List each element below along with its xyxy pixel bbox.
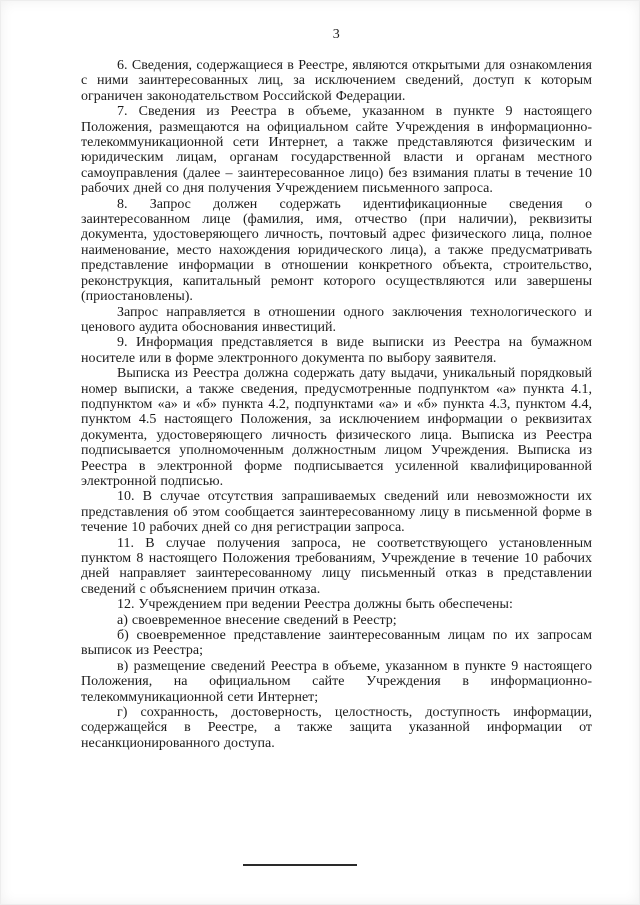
paragraph-12-item-v: в) размещение сведений Реестра в объеме, указанном в пункте 9 настоящего Положения, на официальном сайте Учреждения в информационно-телекоммуникационной сети Интернет; — [81, 658, 592, 705]
signature-line — [243, 864, 357, 866]
page-number: 3 — [332, 27, 341, 42]
paragraph-8-note: Запрос направляется в отношении одного заключения технологического и ценового аудита обоснования инвестиций. — [81, 304, 592, 335]
paragraph-9-extract: Выписка из Реестра должна содержать дату выдачи, уникальный порядковый номер выписки, а также сведения, предусмотренные подпунктом «а» пункта 4.1, подпунктом «а» и «б» пункта 4.2, подпунктами «а» и «б» пункта 4.3, пунктом 4.4, пунктом 4.5 настоящего Положения, за исключением информации о реквизитах документа, удостоверяющего личность физического лица. Выписка из Реестра подписывается уполномоченным должностным лицом Учреждения. Выписка из Реестра в электронной форме подписывается усиленной квалифицированной электронной подписью. — [81, 366, 592, 489]
paragraph-7: 7. Сведения из Реестра в объеме, указанном в пункте 9 настоящего Положения, размещаются на официальном сайте Учреждения в информационно-телекоммуникационной сети Интернет, а также представляются физическим и юридическим лицам, органам государственной власти и органам местного самоуправления (далее – заинтересованное лицо) без взимания платы в течение 10 рабочих дней со дня получения Учреждением письменного запроса. — [81, 104, 592, 197]
paragraph-12: 12. Учреждением при ведении Реестра должны быть обеспечены: — [117, 597, 513, 613]
paragraph-10: 10. В случае отсутствия запрашиваемых сведений или невозможности их представления об этом сообщается заинтересованному лицу в письменной форме в течение 10 рабочих дней со дня регистрации запроса. — [81, 489, 592, 536]
paragraph-12-item-b: б) своевременное представление заинтересованным лицам по их запросам выписок из Реестра; — [81, 628, 592, 659]
paragraph-8: 8. Запрос должен содержать идентификационные сведения о заинтересованном лице (фамилия, имя, отчество (при наличии), реквизиты документа, удостоверяющего личность, почтовый адрес физического лица, полное наименование, место нахождения юридического лица), а также предусматривать представление информации в отношении конкретного объекта, строительство, реконструкция, капитальный ремонт которого осуществляются или завершены (приостановлены). — [81, 196, 592, 305]
paragraph-12-item-g: г) сохранность, достоверность, целостность, доступность информации, содержащейся в Реестре, а также защита указанной информации от несанкционированного доступа. — [81, 705, 592, 751]
paragraph-9: 9. Информация представляется в виде выписки из Реестра на бумажном носителе или в форме электронного документа по выбору заявителя. — [81, 335, 592, 366]
document-content — [81, 58, 592, 751]
paragraph-12-item-a: а) своевременное внесение сведений в Реестр; — [117, 612, 397, 628]
paragraph-6: 6. Сведения, содержащиеся в Реестре, являются открытыми для ознакомления с ними заинтересованных лиц, за исключением сведений, доступ к которым ограничен законодательством Российской Федерации. — [81, 58, 592, 104]
paragraph-11: 11. В случае получения запроса, не соответствующего установленным пунктом 8 настоящего Положения требованиям, Учреждение в течение 10 рабочих дней направляет заинтересованному лицу письменный отказ в представлении сведений с объяснением причин отказа. — [81, 535, 592, 597]
